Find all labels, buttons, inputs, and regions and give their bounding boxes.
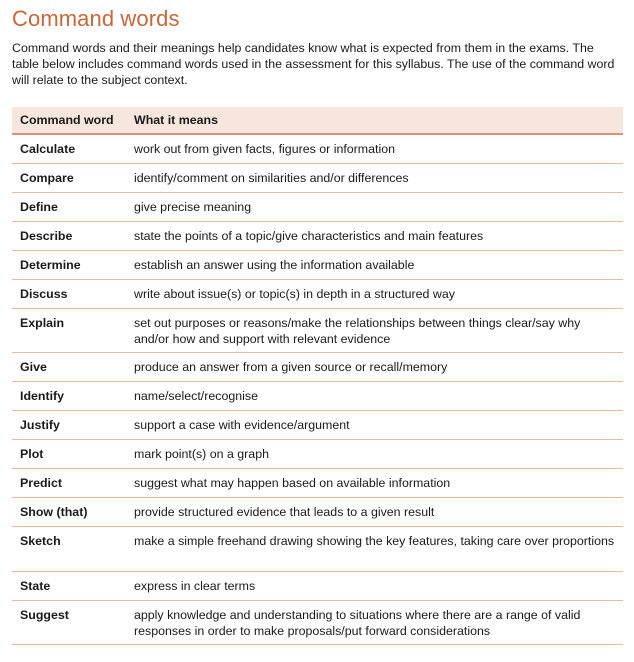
command-meaning: mark point(s) on a graph [134, 447, 269, 461]
command-meaning: apply knowledge and understanding to situations where there are a range of valid responses in order to make proposals/put forward considerations [134, 608, 581, 638]
command-meaning: write about issue(s) or topic(s) in depth in a structured way [134, 287, 455, 301]
table-row [12, 382, 623, 411]
command-meaning: work out from given facts, figures or information [134, 142, 395, 156]
intro-paragraph: Command words and their meanings help candidates know what is expected from them in the exams. The table below includes command words used in the assessment for this syllabus. The use of the command word will relate to the subject context. [12, 41, 615, 87]
command-meaning: establish an answer using the information available [134, 258, 415, 272]
command-meaning: make a simple freehand drawing showing the key features, taking care over proportions [134, 534, 615, 548]
table-row [12, 411, 623, 440]
table-row [12, 309, 623, 353]
command-meaning: produce an answer from a given source or recall/memory [134, 360, 448, 374]
command-word: State [20, 579, 51, 593]
table-row [12, 469, 623, 498]
command-word: Discuss [20, 287, 68, 301]
command-word: Explain [20, 316, 65, 330]
command-meaning: provide structured evidence that leads to a given result [134, 505, 435, 519]
table-row [12, 601, 623, 645]
command-meaning: express in clear terms [134, 579, 256, 593]
command-word: Show (that) [20, 505, 88, 519]
header-meaning: What it means [134, 113, 218, 127]
command-word: Plot [20, 447, 44, 461]
command-meaning: suggest what may happen based on available information [134, 476, 451, 490]
command-word: Sketch [20, 534, 61, 548]
table-row [12, 527, 623, 572]
table-row [12, 222, 623, 251]
command-word: Identify [20, 389, 65, 403]
table-row [12, 135, 623, 164]
command-meaning: state the points of a topic/give characteristics and main features [134, 229, 484, 243]
command-word: Give [20, 360, 47, 374]
command-words-table [12, 107, 623, 645]
command-word: Define [20, 200, 58, 214]
table-row [12, 498, 623, 527]
command-meaning: set out purposes or reasons/make the relationships between things clear/say why and/or how and support with relevant evidence [134, 316, 581, 346]
command-word: Suggest [20, 608, 69, 622]
table-header [12, 107, 623, 135]
table-row [12, 572, 623, 601]
command-meaning: give precise meaning [134, 200, 252, 214]
table-row [12, 280, 623, 309]
table-row [12, 193, 623, 222]
command-word: Describe [20, 229, 73, 243]
table-row [12, 164, 623, 193]
command-meaning: identify/comment on similarities and/or differences [134, 171, 409, 185]
command-word: Predict [20, 476, 63, 490]
table-row [12, 251, 623, 280]
command-word: Determine [20, 258, 81, 272]
command-word: Calculate [20, 142, 76, 156]
command-meaning: name/select/recognise [134, 389, 258, 403]
table-row [12, 353, 623, 382]
command-meaning: support a case with evidence/argument [134, 418, 350, 432]
command-word: Compare [20, 171, 74, 185]
page-title: Command words [12, 6, 180, 31]
table-row [12, 440, 623, 469]
header-command-word: Command word [20, 113, 114, 127]
command-word: Justify [20, 418, 60, 432]
